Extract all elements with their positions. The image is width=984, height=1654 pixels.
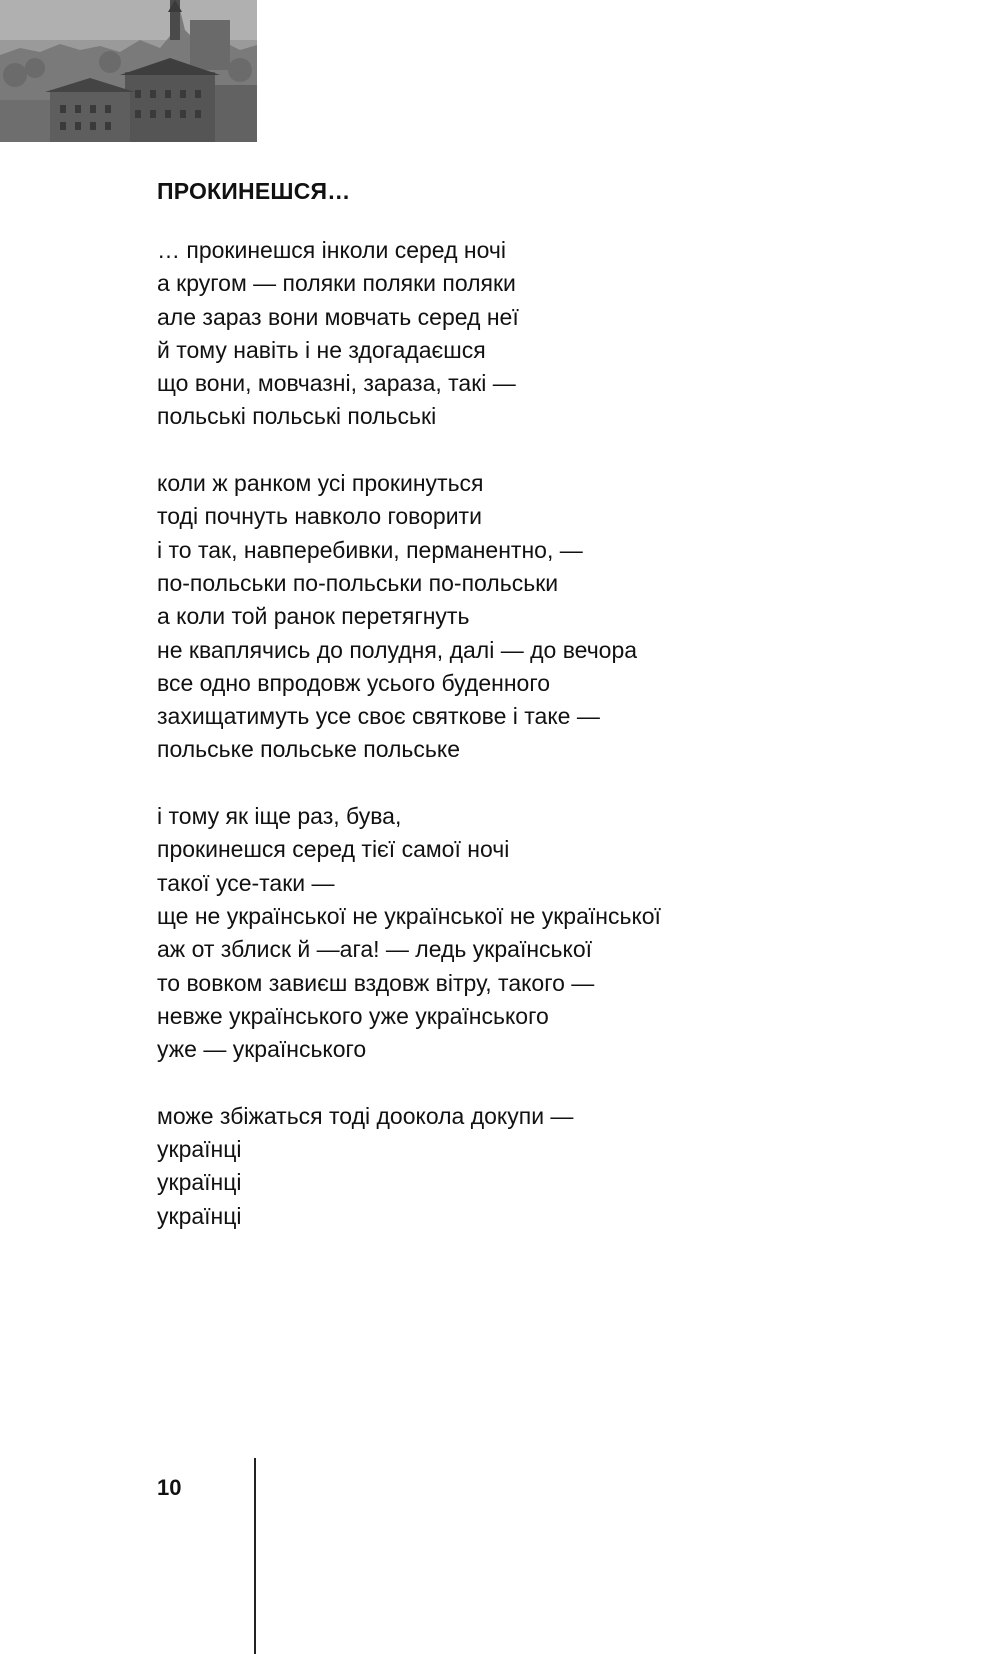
- poem-line: і тому як іще раз, бува,: [157, 803, 402, 830]
- stanza: [157, 1100, 857, 1233]
- poem-line: що вони, мовчазні, зараза, такі —: [157, 370, 516, 397]
- poem-line: то вовком завиєш вздовж вітру, такого —: [157, 969, 595, 996]
- poem-line: українці: [157, 1202, 242, 1229]
- poem-line: українці: [157, 1136, 242, 1163]
- poem-line: ще не української не української не української: [157, 902, 661, 929]
- poem-line: аж от зблиск й —ага! — ледь української: [157, 936, 593, 963]
- poem-line: … прокинешся інколи серед ночі: [157, 237, 506, 263]
- poem-line: польське польське польське: [157, 736, 460, 763]
- stanza: [157, 234, 857, 434]
- poem-line: польські польські польські: [157, 403, 437, 430]
- poem-line: коли ж ранком усі прокинуться: [157, 470, 484, 497]
- stanza: [157, 467, 857, 767]
- poem-line: а коли той ранок перетягнуть: [157, 603, 470, 630]
- city-photo: [0, 0, 257, 142]
- poem-line: і то так, навперебивки, перманентно, —: [157, 536, 583, 563]
- poem-line: невже українського уже українського: [157, 1002, 549, 1029]
- poem-line: а кругом — поляки поляки поляки: [157, 270, 516, 297]
- poem-line: може збіжаться тоді доокола докупи —: [157, 1102, 574, 1129]
- poem-line: тоді почнуть навколо говорити: [157, 503, 482, 530]
- poem-title: ПРОКИНЕШСЯ…: [157, 178, 351, 204]
- poem-line: уже — українського: [157, 1036, 367, 1063]
- page-number: 10: [157, 1475, 182, 1500]
- poem-line: українці: [157, 1169, 242, 1196]
- poem-line: прокинешся серед тієї самої ночі: [157, 836, 510, 863]
- stanza: [157, 800, 857, 1066]
- poem-line: все одно впродовж усього буденного: [157, 669, 550, 696]
- poem-body: [157, 234, 857, 1266]
- poem-line: такої усе-таки —: [157, 869, 335, 896]
- poem-line: й тому навіть і не здогадаєшся: [157, 336, 486, 363]
- margin-rule: [254, 1458, 256, 1654]
- poem-line: захищатимуть усе своє святкове і таке —: [157, 703, 600, 730]
- city-photo-icon: [0, 0, 257, 142]
- poem-line: але зараз вони мовчать серед неї: [157, 303, 519, 330]
- poem-line: по-польськи по-польськи по-польськи: [157, 569, 559, 596]
- poem-line: не кваплячись до полудня, далі — до вечора: [157, 636, 638, 663]
